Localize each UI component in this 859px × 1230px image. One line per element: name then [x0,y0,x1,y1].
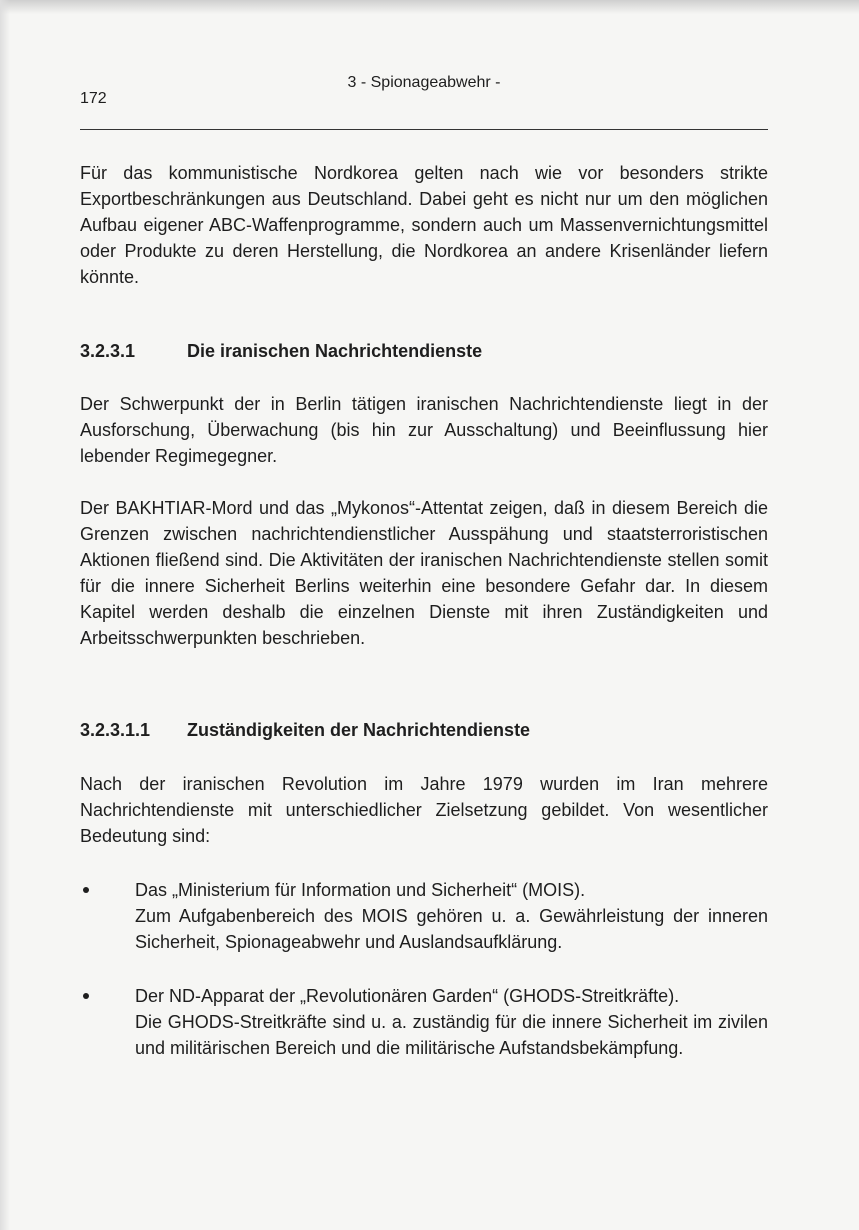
paragraph-revolution: Nach der iranischen Revolution im Jahre 1979 wurden im Iran mehrere Nachrichtendienste mit unterschiedlicher Zielsetzung gebildet. Von wesentlicher Bedeutung sind: [80,774,768,846]
section-number: 3.2.3.1 [80,341,136,361]
document-page [80,0,768,1061]
section-title: Die iranischen Nachrichtendienste [187,341,483,361]
scan-edge-left [0,0,10,1230]
paragraph-bakhtiar: Der BAKHTIAR-Mord und das „Mykonos“-Attentat zeigen, daß in diesem Bereich die Grenzen zwischen nachrichtendienstlicher Ausspähung und staatsterroristischen Aktionen fließend sind. Die Aktivitäten der iranischen Nachrichtendienste stellen somit für die innere Sicherheit Berlins weiterhin eine besondere Gefahr dar. In diesem Kapitel werden deshalb die einzelnen Dienste mit ihren Zuständigkeiten und Arbeitsschwerpunkten beschrieben. [80,498,768,648]
list-item [80,983,768,1061]
page-number: 172 [80,90,107,107]
list-item-lead: Der ND-Apparat der „Revolutionären Garden“ (GHODS-Streitkräfte). [135,986,680,1006]
section-heading-iranische-dienste [80,338,768,364]
section-title: Zuständigkeiten der Nachrichtendienste [187,720,531,740]
bullet-icon [83,887,89,893]
page-header [80,0,768,135]
paragraph-schwerpunkt: Der Schwerpunkt der in Berlin tätigen iranischen Nachrichtendienste liegt in der Ausforschung, Überwachung (bis hin zur Ausschaltung) und Beeinflussung hier lebender Regimegegner. [80,394,768,466]
paragraph-nordkorea: Für das kommunistische Nordkorea gelten nach wie vor besonders strikte Exportbeschränkungen aus Deutschland. Dabei geht es nicht nur um den möglichen Aufbau eigener ABC-Waffenprogramme, sondern auch um Massenvernichtungsmittel oder Produkte zu deren Herstellung, die Nordkorea an andere Krisenländer liefern könnte. [80,163,768,287]
section-heading-zustaendigkeiten [80,717,768,743]
header-rule [80,129,768,130]
list-item-text: Die GHODS-Streitkräfte sind u. a. zuständig für die innere Sicherheit im zivilen und militärischen Bereich und die militärische Aufstandsbekämpfung. [135,1012,768,1058]
list-item-lead: Das „Ministerium für Information und Sicherheit“ (MOIS). [135,880,586,900]
services-list [80,877,768,1061]
running-title: 3 - Spionageabwehr - [347,74,501,91]
list-item-text: Zum Aufgabenbereich des MOIS gehören u. a. Gewährleistung der inneren Sicherheit, Spionageabwehr und Auslandsaufklärung. [135,906,768,952]
section-number: 3.2.3.1.1 [80,720,151,740]
bullet-icon [83,993,89,999]
list-item [80,877,768,955]
